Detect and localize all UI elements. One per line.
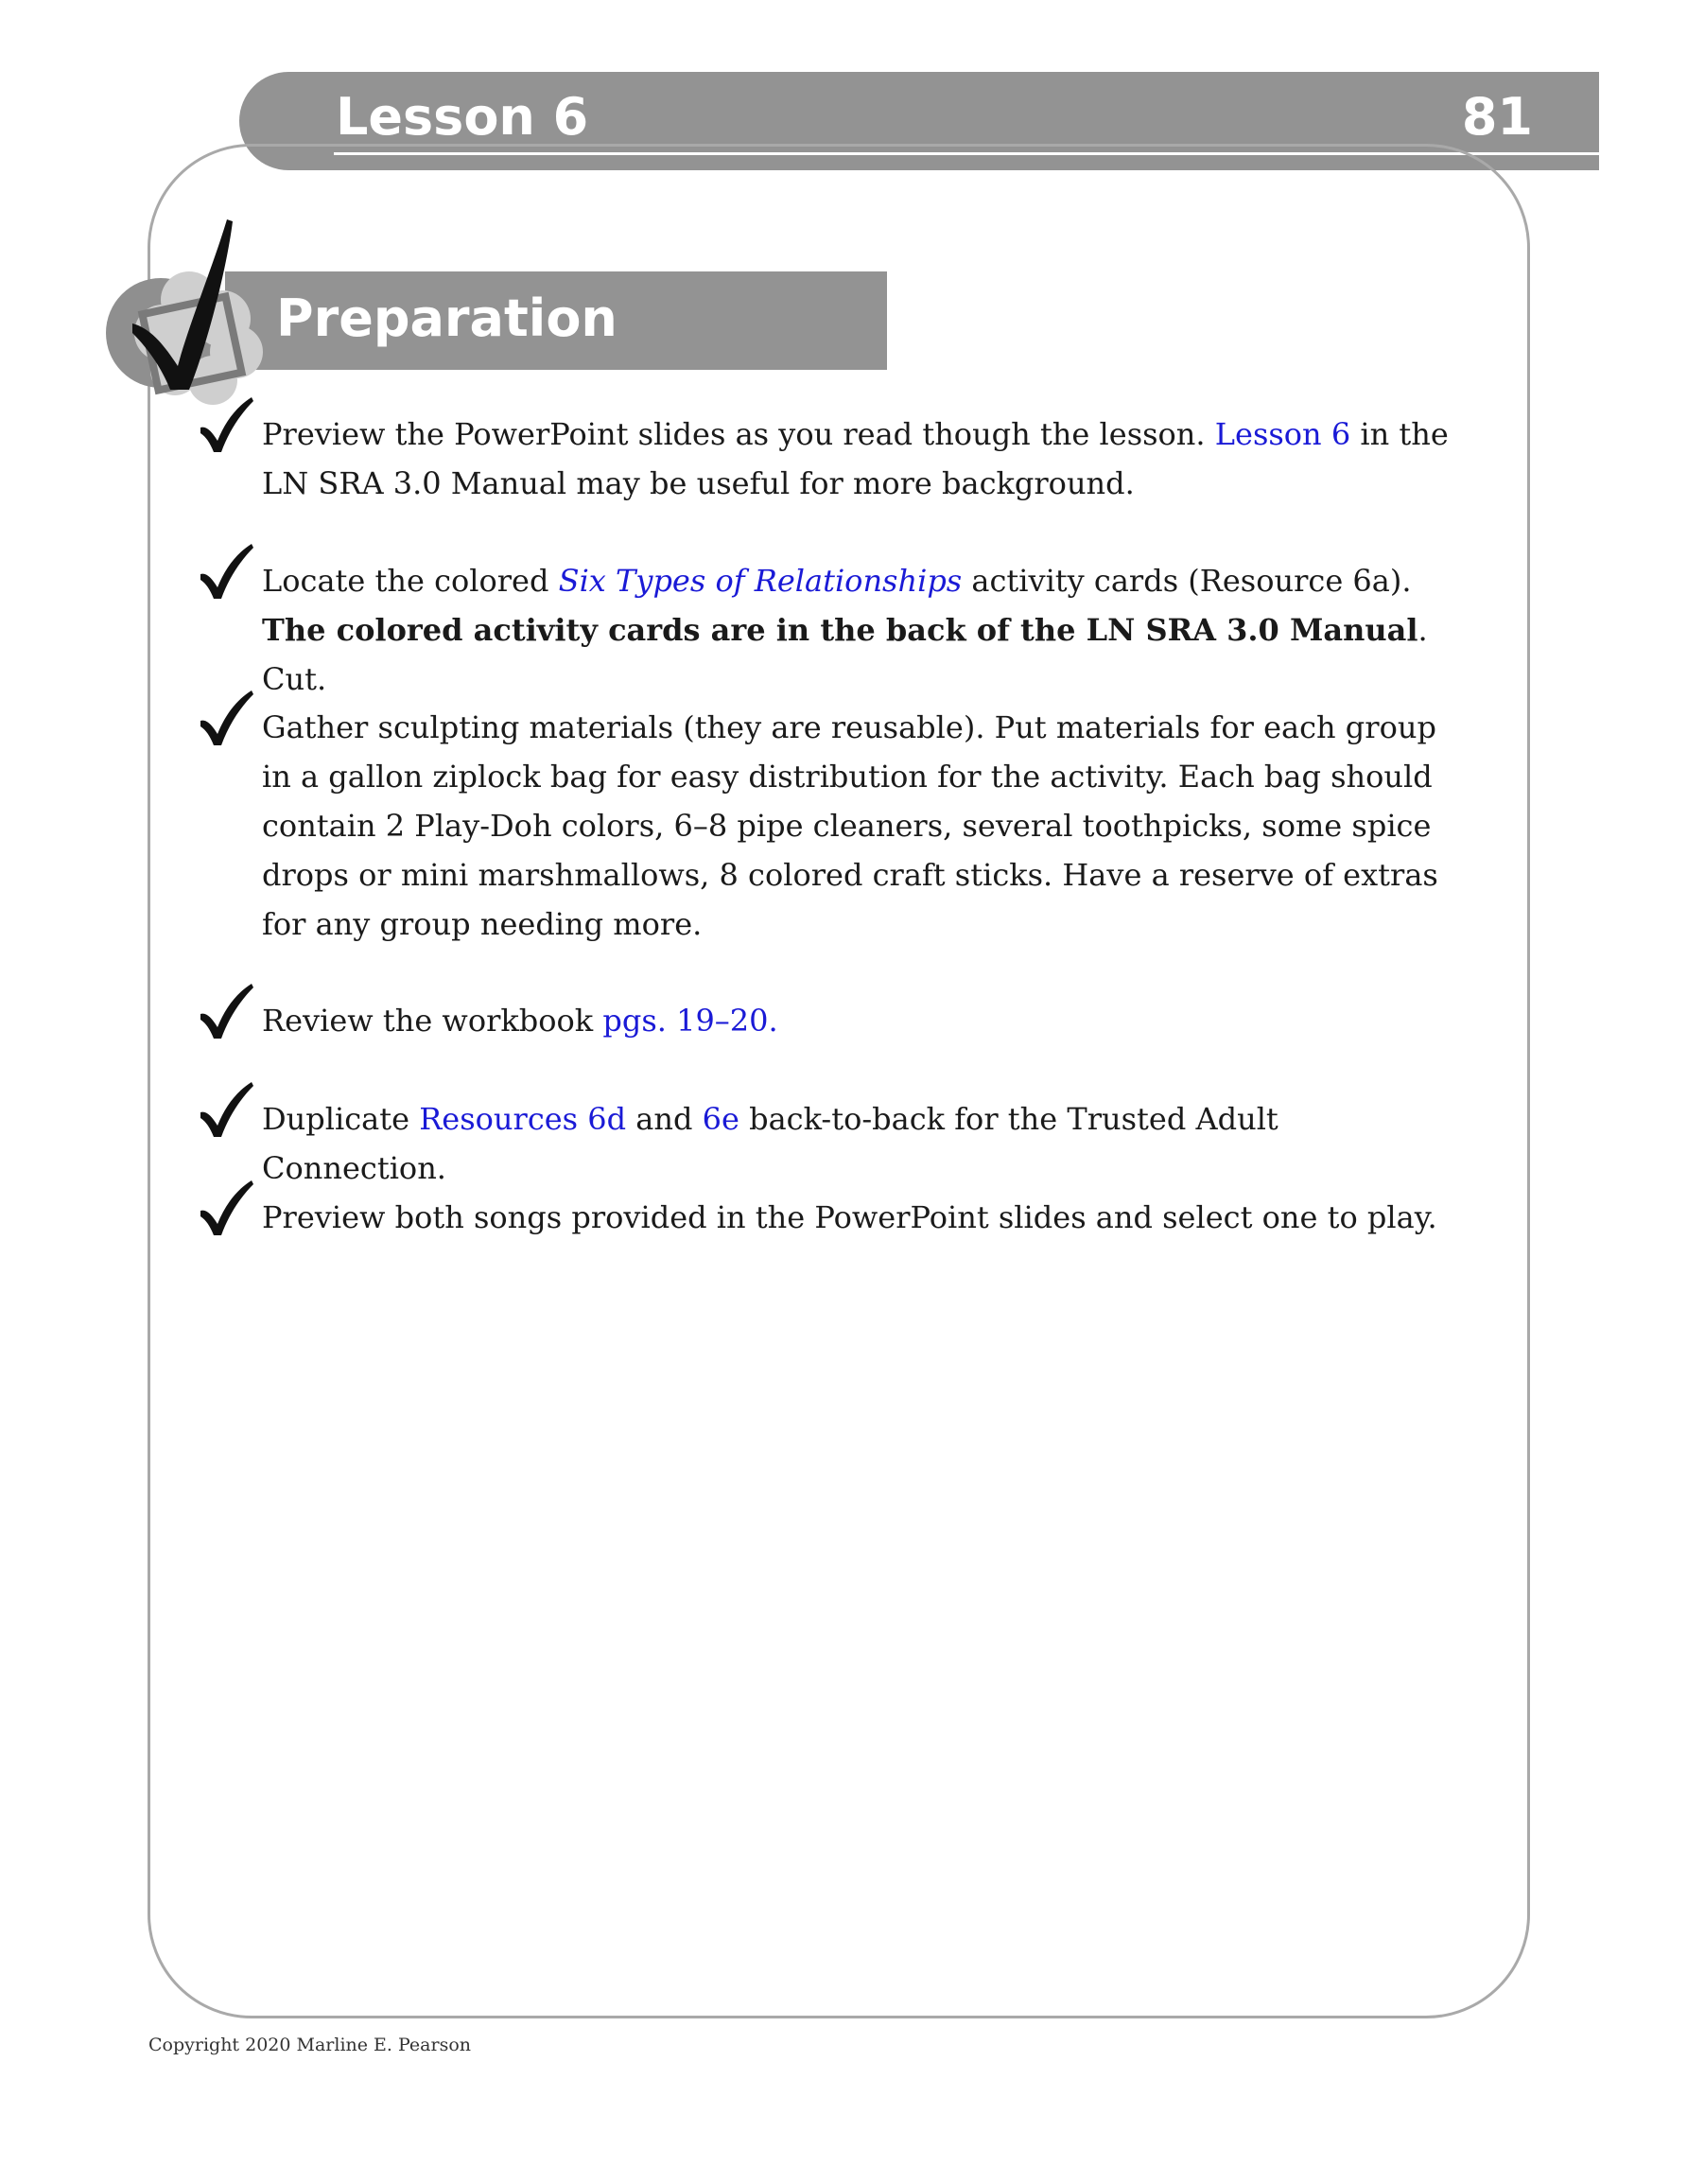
header-band-tail [1532,155,1599,170]
checkmark-icon [199,395,253,454]
checkmark-icon [199,982,253,1040]
checkmark-icon [199,1179,253,1237]
link-six-types[interactable]: Six Types of Relationships [558,563,963,599]
link-resources-6d[interactable]: Resources 6d [419,1101,627,1137]
lesson-title: Lesson 6 [336,87,589,147]
list-item: Review the workbook pgs. 19–20. [262,1003,778,1039]
copyright-footer: Copyright 2020 Marline E. Pearson [148,2035,471,2055]
link-resource-6e[interactable]: 6e [702,1101,739,1137]
checkmark-icon [199,1080,253,1139]
checkmark-icon [199,542,253,601]
page-number: 81 [1461,87,1533,147]
section-title: Preparation [276,288,617,348]
checkmark-icon [199,689,253,747]
checkbox-check-icon [95,210,265,409]
list-item: Gather sculpting materials (they are reusable). Put materials for each group in a gallon ziplock bag for easy distribution for the activity. Each bag should contain 2 Play-Doh colors, 6–8 pipe cleaners, several toothpicks, some spice drops or mini marshmallows, 8 colored craft sticks. Have a reserve of extras for any group needing more. [262,709,1438,942]
list-item: Locate the colored Six Types of Relationships activity cards (Resource 6a). The colored activity cards are in the back of the LN SRA 3.0 Manual. Cut. [262,563,1428,697]
link-workbook-pages[interactable]: pgs. 19–20. [602,1003,778,1039]
list-item: Duplicate Resources 6d and 6e back-to-back for the Trusted Adult Connection. [262,1101,1278,1186]
list-item: Preview the PowerPoint slides as you read though the lesson. Lesson 6 in the LN SRA 3.0 Manual may be useful for more background. [262,416,1449,501]
link-lesson-6[interactable]: Lesson 6 [1214,416,1351,452]
list-item: Preview both songs provided in the PowerPoint slides and select one to play. [262,1199,1437,1235]
